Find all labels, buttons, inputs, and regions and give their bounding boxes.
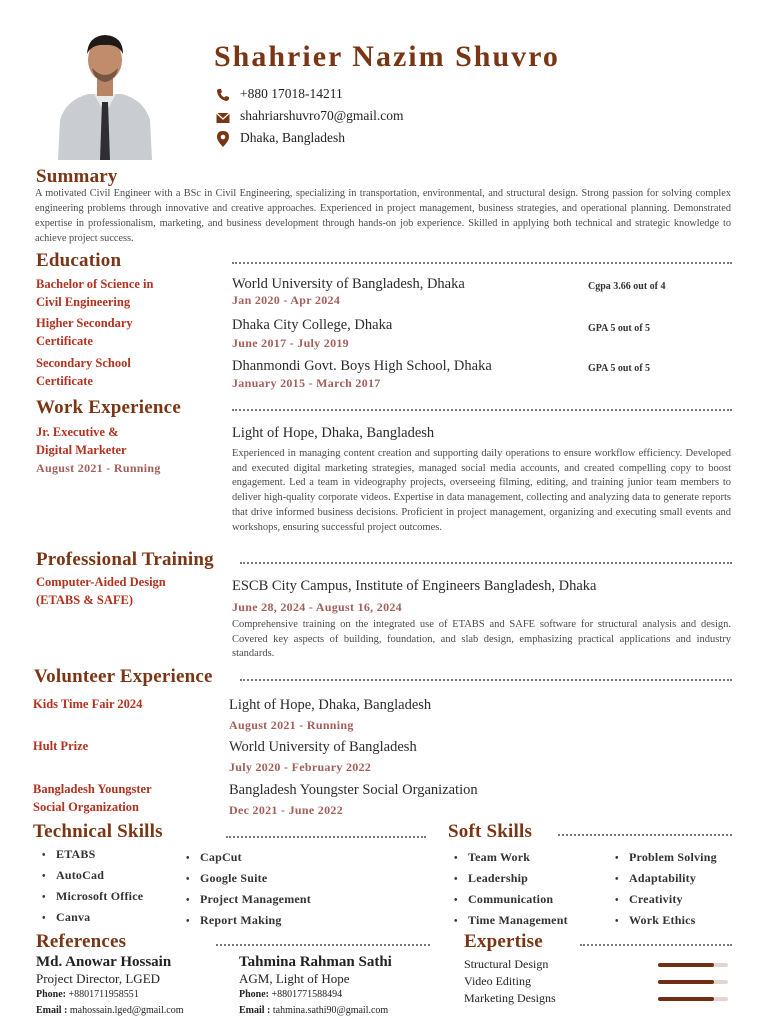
section-divider [240, 679, 732, 681]
work-organization: Light of Hope, Dhaka, Bangladesh [232, 425, 435, 441]
work-date: August 2021 - Running [36, 461, 161, 475]
skill-item: • Adaptability [615, 871, 697, 885]
education-date: Jan 2020 - Apr 2024 [232, 293, 341, 307]
volunteer-label: Hult Prize [33, 739, 89, 753]
section-divider [580, 944, 732, 946]
expertise-label: Structural Design [464, 957, 549, 971]
volunteer-date: August 2021 - Running [229, 718, 354, 732]
reference-phone[interactable]: Phone: +8801771588494 [239, 989, 343, 1000]
skill-item: • Team Work [454, 850, 531, 864]
technical-skills-list [42, 847, 143, 931]
section-divider [216, 944, 430, 946]
reference-name: Md. Anowar Hossain [36, 954, 172, 970]
skill-item: • Leadership [454, 871, 529, 885]
education-degree: Secondary School Certificate [36, 356, 131, 388]
reference-phone[interactable]: Phone: +8801711958551 [36, 989, 139, 1000]
soft-skills-heading: Soft Skills [448, 821, 533, 842]
expertise-label: Marketing Designs [464, 991, 556, 1005]
education-grade: Cgpa 3.66 out of 4 [588, 281, 666, 292]
section-divider [240, 562, 732, 564]
reference-role: AGM, Light of Hope [239, 971, 350, 986]
education-institution: Dhaka City College, Dhaka [232, 317, 393, 333]
education-heading: Education [36, 250, 122, 271]
section-divider [232, 409, 732, 411]
skill-item: • Microsoft Office [42, 889, 144, 903]
volunteer-organization: World University of Bangladesh [229, 739, 417, 755]
section-divider [232, 262, 732, 264]
skill-item: • Time Management [454, 913, 568, 927]
soft-skills-list [615, 850, 717, 934]
expertise-bar-fill [658, 963, 714, 967]
expertise-bar-fill [658, 980, 714, 984]
summary-text: A motivated Civil Engineer with a BSc in Civil Engineering, specializing in transportation, environmental, and structural design. Strong passion for solving complex engineering problems through innovative and creative approaches. Experienced in project management, business strategies, and operational planning. Demonstrated expertise in professionalism, marketing, and business development through hands-on job experience. Skilled in applying both technical and strategic knowledge to achieve project success. [35, 188, 731, 244]
skill-item: • CapCut [186, 850, 242, 864]
education-institution: Dhanmondi Govt. Boys High School, Dhaka [232, 358, 492, 374]
reference-role: Project Director, LGED [36, 971, 161, 986]
reference-card [239, 954, 392, 1019]
candidate-name: Shahrier Nazim Shuvro [214, 40, 560, 73]
volunteer-date: Dec 2021 - June 2022 [229, 803, 343, 817]
profile-photo [52, 22, 158, 160]
training-course: Computer-Aided Design (ETABS & SAFE) [36, 575, 166, 607]
training-date: June 28, 2024 - August 16, 2024 [232, 600, 402, 614]
education-grade: GPA 5 out of 5 [588, 323, 651, 334]
skill-item: • AutoCad [42, 868, 105, 882]
skill-item: • Canva [42, 910, 91, 924]
expertise-label: Video Editing [464, 974, 531, 988]
reference-email[interactable]: Email : tahmina.sathi90@gmail.com [239, 1005, 389, 1016]
education-degree: Higher Secondary Certificate [36, 316, 133, 348]
soft-skills-list [454, 850, 568, 934]
education-grade: GPA 5 out of 5 [588, 363, 651, 374]
volunteer-heading: Volunteer Experience [34, 666, 213, 687]
volunteer-label: Kids Time Fair 2024 [33, 697, 143, 711]
education-degree: Bachelor of Science in Civil Engineering [36, 277, 154, 309]
technical-skills-heading: Technical Skills [33, 821, 163, 842]
phone-icon [216, 88, 230, 102]
volunteer-label: Bangladesh Youngster Social Organization [33, 782, 152, 814]
education-institution: World University of Bangladesh, Dhaka [232, 276, 465, 292]
skill-item: • Creativity [615, 892, 683, 906]
expertise-bar-fill [658, 997, 714, 1001]
work-heading: Work Experience [36, 397, 181, 418]
reference-card [36, 954, 184, 1019]
skill-item: • Problem Solving [615, 850, 717, 864]
section-divider [226, 836, 426, 838]
training-organization: ESCB City Campus, Institute of Engineers Bangladesh, Dhaka [232, 578, 597, 594]
location-pin-icon [217, 131, 229, 147]
skill-item: • Project Management [186, 892, 312, 906]
volunteer-organization: Bangladesh Youngster Social Organization [229, 782, 478, 798]
skill-item: • Google Suite [186, 871, 268, 885]
summary-heading: Summary [36, 166, 118, 187]
phone-text[interactable]: +880 17018-14211 [240, 86, 343, 101]
skill-item: • Report Making [186, 913, 282, 927]
volunteer-organization: Light of Hope, Dhaka, Bangladesh [229, 697, 432, 713]
email-icon [216, 111, 230, 123]
location-text: Dhaka, Bangladesh [240, 130, 345, 145]
training-description: Comprehensive training on the integrated use of ETABS and SAFE software for structural analysis and design. Covered key aspects of building, foundation, and slab design, emphasizing practical applications and industry standards. [232, 619, 731, 660]
references-heading: References [36, 931, 127, 952]
skill-item: • Work Ethics [615, 913, 696, 927]
skill-item: • ETABS [42, 847, 96, 861]
email-text[interactable]: shahriarshuvro70@gmail.com [240, 108, 404, 123]
section-divider [558, 834, 732, 836]
work-description: Experienced in managing content creation and supporting daily operations to ensure workflow efficiency. Developed and executed digital marketing strategies, managed social media accounts, and created compelling copy to boost engagement. Led a team in videography projects, overseeing filming, editing, and training junior team members to deliver high-quality corporate videos. Expertise in data management, collecting and analyzing data to generate reports that drive informed business decisions. Proficient in project management, organizing and executing small events and workshops, ensuring successful project outcomes. [232, 448, 731, 533]
skill-item: • Communication [454, 892, 554, 906]
education-date: January 2015 - March 2017 [232, 376, 381, 390]
reference-email[interactable]: Email : mahossain.lged@gmail.com [36, 1005, 184, 1016]
education-date: June 2017 - July 2019 [232, 336, 349, 350]
expertise-heading: Expertise [464, 931, 543, 952]
volunteer-date: July 2020 - February 2022 [229, 760, 372, 774]
work-role: Jr. Executive & Digital Marketer [36, 425, 127, 457]
reference-name: Tahmina Rahman Sathi [239, 954, 392, 970]
training-heading: Professional Training [36, 549, 214, 570]
technical-skills-list [186, 850, 311, 934]
